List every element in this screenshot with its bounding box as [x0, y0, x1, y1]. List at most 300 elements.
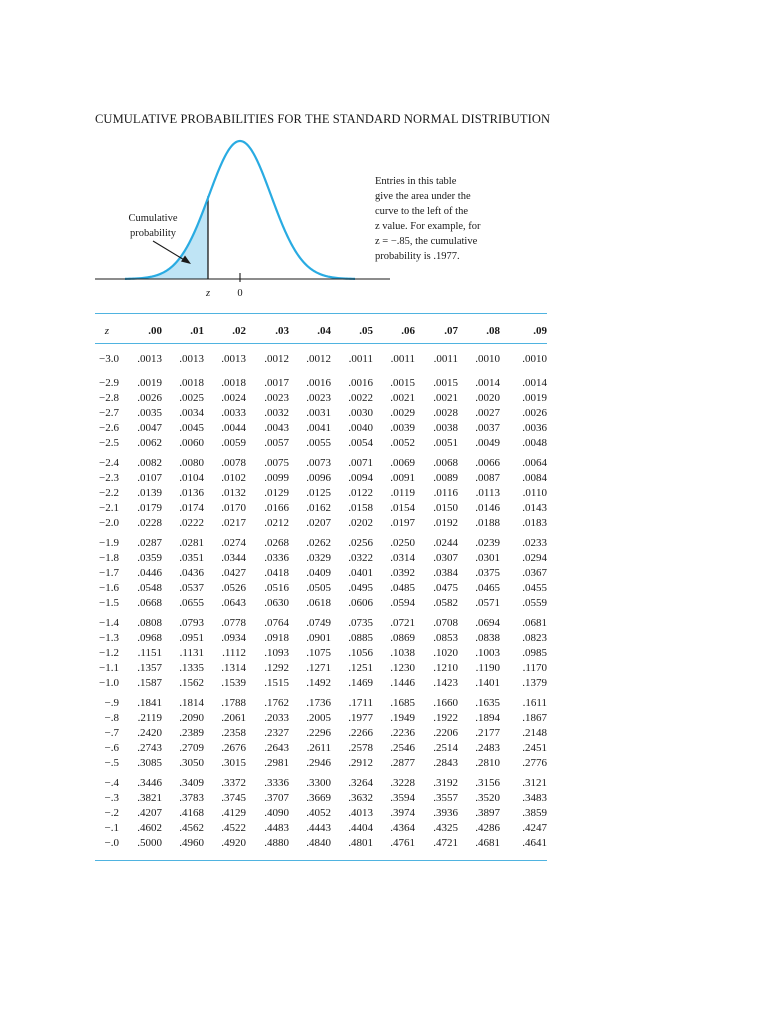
probability-cell: .0606 — [348, 597, 373, 609]
probability-cell: .0735 — [348, 617, 373, 629]
probability-cell: .0059 — [221, 437, 246, 449]
probability-cell: .2514 — [433, 742, 458, 754]
probability-cell: .0162 — [306, 502, 331, 514]
table-row — [95, 757, 547, 771]
probability-cell: .0934 — [221, 632, 246, 644]
probability-cell: .0087 — [475, 472, 500, 484]
probability-cell: .0475 — [433, 582, 458, 594]
probability-cell: .0030 — [348, 407, 373, 419]
z-value-cell: −.3 — [104, 792, 119, 804]
probability-cell: .2005 — [306, 712, 331, 724]
probability-cell: .0197 — [390, 517, 415, 529]
probability-cell: .0082 — [137, 457, 162, 469]
probability-cell: .0307 — [433, 552, 458, 564]
probability-cell: .1314 — [221, 662, 246, 674]
probability-cell: .0808 — [137, 617, 162, 629]
probability-cell: .0026 — [137, 392, 162, 404]
probability-cell: .0262 — [306, 537, 331, 549]
probability-cell: .0526 — [221, 582, 246, 594]
probability-cell: .0119 — [390, 487, 415, 499]
page-title: CUMULATIVE PROBABILITIES FOR THE STANDARD NORMAL DISTRIBUTION — [95, 112, 551, 126]
probability-cell: .0455 — [522, 582, 547, 594]
probability-cell: .0048 — [522, 437, 547, 449]
probability-cell: .0078 — [221, 457, 246, 469]
probability-cell: .0107 — [137, 472, 162, 484]
probability-cell: .0066 — [475, 457, 500, 469]
probability-cell: .0010 — [522, 353, 547, 365]
probability-cell: .0537 — [179, 582, 204, 594]
note-line: z = −.85, the cumulative — [375, 236, 478, 247]
probability-cell: .2119 — [137, 712, 162, 724]
probability-cell: .0043 — [264, 422, 289, 434]
probability-cell: .0694 — [475, 617, 500, 629]
probability-cell: .0060 — [179, 437, 204, 449]
probability-cell: .0885 — [348, 632, 373, 644]
probability-cell: .1038 — [390, 647, 415, 659]
probability-cell: .0015 — [390, 377, 415, 389]
probability-cell: .0113 — [475, 487, 500, 499]
probability-cell: .0179 — [137, 502, 162, 514]
probability-cell: .0031 — [306, 407, 331, 419]
table-row — [95, 502, 547, 516]
probability-cell: .0188 — [475, 517, 500, 529]
table-row — [95, 407, 547, 421]
table-row — [95, 617, 547, 631]
probability-cell: .0207 — [306, 517, 331, 529]
probability-cell: .0110 — [522, 487, 547, 499]
probability-cell: .0582 — [433, 597, 458, 609]
probability-cell: .2643 — [264, 742, 289, 754]
probability-cell: .3300 — [306, 777, 331, 789]
table-row — [95, 567, 547, 581]
probability-cell: .2033 — [264, 712, 289, 724]
probability-cell: .0011 — [348, 353, 373, 365]
probability-cell: .0281 — [179, 537, 204, 549]
probability-cell: .0202 — [348, 517, 373, 529]
probability-cell: .1660 — [433, 697, 458, 709]
z-value-cell: −.8 — [104, 712, 119, 724]
z-value-cell: −1.4 — [99, 617, 119, 629]
z-value-cell: −2.2 — [99, 487, 119, 499]
bell-curve — [125, 141, 355, 279]
probability-cell: .4404 — [348, 822, 373, 834]
probability-cell: .1922 — [433, 712, 458, 724]
z-value-cell: −.9 — [104, 697, 119, 709]
table-row — [95, 457, 547, 471]
probability-cell: .0021 — [433, 392, 458, 404]
table-row — [95, 727, 547, 741]
z-value-cell: −2.1 — [99, 502, 119, 514]
probability-cell: .0019 — [137, 377, 162, 389]
probability-cell: .0217 — [221, 517, 246, 529]
probability-cell: .0630 — [264, 597, 289, 609]
probability-cell: .0011 — [433, 353, 458, 365]
table-row — [95, 792, 547, 806]
probability-cell: .1814 — [179, 697, 204, 709]
probability-cell: .3520 — [475, 792, 500, 804]
note-line: probability is .1977. — [375, 251, 460, 262]
probability-cell: .0011 — [390, 353, 415, 365]
probability-cell: .0029 — [390, 407, 415, 419]
probability-cell: .0019 — [522, 392, 547, 404]
probability-cell: .3372 — [221, 777, 246, 789]
z-value-cell: −1.3 — [99, 632, 119, 644]
probability-cell: .1020 — [433, 647, 458, 659]
z-value-cell: −.6 — [104, 742, 119, 754]
probability-cell: .1131 — [179, 647, 204, 659]
probability-cell: .4880 — [264, 837, 289, 849]
probability-cell: .0032 — [264, 407, 289, 419]
z-value-cell: −2.7 — [99, 407, 119, 419]
probability-cell: .0071 — [348, 457, 373, 469]
probability-cell: .3409 — [179, 777, 204, 789]
table-row — [95, 777, 547, 791]
probability-cell: .0228 — [137, 517, 162, 529]
z-value-cell: −1.6 — [99, 582, 119, 594]
probability-cell: .0013 — [179, 353, 204, 365]
z-value-cell: −1.2 — [99, 647, 119, 659]
probability-cell: .1230 — [390, 662, 415, 674]
probability-cell: .0274 — [221, 537, 246, 549]
probability-cell: .3783 — [179, 792, 204, 804]
probability-cell: .2061 — [221, 712, 246, 724]
probability-cell: .0146 — [475, 502, 500, 514]
probability-cell: .0073 — [306, 457, 331, 469]
probability-cell: .1401 — [475, 677, 500, 689]
probability-cell: .1379 — [522, 677, 547, 689]
probability-cell: .0049 — [475, 437, 500, 449]
z-value-cell: −1.9 — [99, 537, 119, 549]
probability-cell: .0681 — [522, 617, 547, 629]
probability-cell: .2676 — [221, 742, 246, 754]
table-row — [95, 677, 547, 691]
table-row — [95, 807, 547, 821]
probability-cell: .0143 — [522, 502, 547, 514]
z-value-cell: −1.1 — [99, 662, 119, 674]
probability-cell: .1788 — [221, 697, 246, 709]
probability-cell: .4840 — [306, 837, 331, 849]
probability-cell: .1056 — [348, 647, 373, 659]
probability-cell: .1093 — [264, 647, 289, 659]
probability-cell: .3483 — [522, 792, 547, 804]
table-row — [95, 437, 547, 451]
probability-cell: .0869 — [390, 632, 415, 644]
z-column-header: z — [104, 325, 109, 337]
probability-cell: .0853 — [433, 632, 458, 644]
probability-cell: .3228 — [390, 777, 415, 789]
probability-cell: .3669 — [306, 792, 331, 804]
probability-cell: .2420 — [137, 727, 162, 739]
probability-cell: .1492 — [306, 677, 331, 689]
table-header-rule — [95, 343, 547, 344]
table-row — [95, 697, 547, 711]
probability-cell: .4681 — [475, 837, 500, 849]
probability-cell: .0122 — [348, 487, 373, 499]
probability-cell: .0154 — [390, 502, 415, 514]
probability-cell: .0301 — [475, 552, 500, 564]
probability-cell: .0055 — [306, 437, 331, 449]
probability-cell: .1271 — [306, 662, 331, 674]
probability-cell: .0012 — [306, 353, 331, 365]
probability-cell: .0409 — [306, 567, 331, 579]
probability-cell: .1151 — [137, 647, 162, 659]
probability-cell: .1685 — [390, 697, 415, 709]
probability-cell: .4325 — [433, 822, 458, 834]
probability-cell: .4247 — [522, 822, 547, 834]
probability-cell: .4960 — [179, 837, 204, 849]
cumulative-label-line-1: Cumulative — [128, 213, 178, 224]
probability-cell: .0485 — [390, 582, 415, 594]
probability-cell: .1003 — [475, 647, 500, 659]
probability-cell: .3974 — [390, 807, 415, 819]
probability-cell: .0778 — [221, 617, 246, 629]
column-header: .03 — [275, 325, 289, 337]
probability-cell: .3594 — [390, 792, 415, 804]
probability-cell: .0025 — [179, 392, 204, 404]
probability-cell: .0027 — [475, 407, 500, 419]
z-value-cell: −.5 — [104, 757, 119, 769]
probability-cell: .3156 — [475, 777, 500, 789]
probability-cell: .3707 — [264, 792, 289, 804]
probability-cell: .1762 — [264, 697, 289, 709]
probability-cell: .0158 — [348, 502, 373, 514]
probability-cell: .1446 — [390, 677, 415, 689]
probability-cell: .1841 — [137, 697, 162, 709]
probability-cell: .2981 — [264, 757, 289, 769]
probability-cell: .0418 — [264, 567, 289, 579]
probability-cell: .1292 — [264, 662, 289, 674]
probability-cell: .0033 — [221, 407, 246, 419]
probability-cell: .0062 — [137, 437, 162, 449]
probability-cell: .4364 — [390, 822, 415, 834]
probability-cell: .0336 — [264, 552, 289, 564]
probability-cell: .0013 — [137, 353, 162, 365]
probability-cell: .1539 — [221, 677, 246, 689]
probability-cell: .3446 — [137, 777, 162, 789]
probability-cell: .0026 — [522, 407, 547, 419]
table-row — [95, 822, 547, 836]
probability-cell: .2296 — [306, 727, 331, 739]
table-row — [95, 582, 547, 596]
column-header: .06 — [401, 325, 415, 337]
probability-cell: .0516 — [264, 582, 289, 594]
probability-cell: .3745 — [221, 792, 246, 804]
probability-cell: .0793 — [179, 617, 204, 629]
probability-cell: .0091 — [390, 472, 415, 484]
probability-cell: .2389 — [179, 727, 204, 739]
column-header: .09 — [533, 325, 547, 337]
probability-cell: .4761 — [390, 837, 415, 849]
probability-cell: .3192 — [433, 777, 458, 789]
table-top-rule — [95, 313, 547, 314]
probability-cell: .4721 — [433, 837, 458, 849]
probability-cell: .0023 — [264, 392, 289, 404]
probability-cell: .0708 — [433, 617, 458, 629]
probability-cell: .0018 — [221, 377, 246, 389]
probability-cell: .0951 — [179, 632, 204, 644]
probability-cell: .0068 — [433, 457, 458, 469]
probability-cell: .2358 — [221, 727, 246, 739]
zero-axis-label: 0 — [237, 288, 243, 299]
probability-cell: .0080 — [179, 457, 204, 469]
probability-cell: .1736 — [306, 697, 331, 709]
probability-cell: .2578 — [348, 742, 373, 754]
probability-cell: .0037 — [475, 422, 500, 434]
probability-cell: .0024 — [221, 392, 246, 404]
probability-cell: .4052 — [306, 807, 331, 819]
table-row — [95, 537, 547, 551]
probability-cell: .0036 — [522, 422, 547, 434]
probability-cell: .1867 — [522, 712, 547, 724]
z-value-cell: −1.7 — [99, 567, 119, 579]
column-header: .05 — [359, 325, 373, 337]
column-header: .07 — [444, 325, 458, 337]
probability-cell: .4562 — [179, 822, 204, 834]
probability-cell: .1210 — [433, 662, 458, 674]
probability-cell: .1894 — [475, 712, 500, 724]
probability-cell: .0668 — [137, 597, 162, 609]
probability-cell: .2236 — [390, 727, 415, 739]
probability-cell: .0013 — [221, 353, 246, 365]
probability-cell: .0132 — [221, 487, 246, 499]
probability-cell: .1251 — [348, 662, 373, 674]
probability-cell: .4207 — [137, 807, 162, 819]
probability-cell: .2877 — [390, 757, 415, 769]
probability-cell: .3632 — [348, 792, 373, 804]
probability-cell: .0020 — [475, 392, 500, 404]
probability-cell: .2843 — [433, 757, 458, 769]
probability-cell: .0104 — [179, 472, 204, 484]
z-axis-label: z — [205, 288, 211, 299]
probability-cell: .4168 — [179, 807, 204, 819]
table-row — [95, 597, 547, 611]
probability-cell: .0918 — [264, 632, 289, 644]
probability-cell: .0436 — [179, 567, 204, 579]
probability-cell: .0018 — [179, 377, 204, 389]
probability-cell: .0047 — [137, 422, 162, 434]
probability-cell: .5000 — [137, 837, 162, 849]
probability-cell: .0183 — [522, 517, 547, 529]
probability-cell: .2206 — [433, 727, 458, 739]
probability-cell: .0035 — [137, 407, 162, 419]
z-value-cell: −.4 — [104, 777, 119, 789]
probability-cell: .0102 — [221, 472, 246, 484]
table-row — [95, 517, 547, 531]
z-value-cell: −.1 — [104, 822, 119, 834]
z-value-cell: −2.0 — [99, 517, 119, 529]
table-row — [95, 472, 547, 486]
table-header-row — [95, 325, 547, 339]
table-row — [95, 742, 547, 756]
probability-cell: .0129 — [264, 487, 289, 499]
probability-cell: .0054 — [348, 437, 373, 449]
probability-cell: .1611 — [522, 697, 547, 709]
note-line: z value. For example, for — [375, 221, 481, 232]
probability-cell: .2327 — [264, 727, 289, 739]
probability-cell: .1635 — [475, 697, 500, 709]
probability-cell: .1075 — [306, 647, 331, 659]
probability-cell: .0023 — [306, 392, 331, 404]
probability-cell: .0099 — [264, 472, 289, 484]
probability-cell: .0359 — [137, 552, 162, 564]
column-header: .01 — [190, 325, 204, 337]
probability-cell: .3821 — [137, 792, 162, 804]
probability-cell: .0495 — [348, 582, 373, 594]
probability-cell: .1335 — [179, 662, 204, 674]
probability-cell: .2810 — [475, 757, 500, 769]
probability-cell: .0052 — [390, 437, 415, 449]
probability-cell: .0212 — [264, 517, 289, 529]
probability-cell: .0045 — [179, 422, 204, 434]
probability-cell: .4522 — [221, 822, 246, 834]
probability-cell: .0021 — [390, 392, 415, 404]
probability-cell: .3859 — [522, 807, 547, 819]
probability-cell: .4920 — [221, 837, 246, 849]
probability-cell: .2177 — [475, 727, 500, 739]
probability-cell: .3085 — [137, 757, 162, 769]
probability-cell: .0016 — [348, 377, 373, 389]
z-value-cell: −2.6 — [99, 422, 119, 434]
probability-cell: .0014 — [475, 377, 500, 389]
probability-cell: .0139 — [137, 487, 162, 499]
note-line: give the area under the — [375, 191, 471, 202]
table-row — [95, 377, 547, 391]
probability-cell: .0075 — [264, 457, 289, 469]
note-line: curve to the left of the — [375, 206, 469, 217]
probability-cell: .4801 — [348, 837, 373, 849]
probability-cell: .0838 — [475, 632, 500, 644]
probability-cell: .4129 — [221, 807, 246, 819]
probability-cell: .0375 — [475, 567, 500, 579]
table-row — [95, 422, 547, 436]
probability-cell: .0655 — [179, 597, 204, 609]
explanation-note — [375, 174, 515, 264]
probability-cell: .0051 — [433, 437, 458, 449]
cumulative-label-line-2: probability — [129, 228, 177, 239]
probability-cell: .0446 — [137, 567, 162, 579]
table-row — [95, 712, 547, 726]
probability-cell: .0038 — [433, 422, 458, 434]
probability-cell: .0094 — [348, 472, 373, 484]
probability-cell: .0012 — [264, 353, 289, 365]
z-value-cell: −2.8 — [99, 392, 119, 404]
probability-cell: .1469 — [348, 677, 373, 689]
probability-cell: .0244 — [433, 537, 458, 549]
pointer-arrow — [153, 241, 186, 261]
probability-cell: .0764 — [264, 617, 289, 629]
probability-cell: .2451 — [522, 742, 547, 754]
probability-cell: .4013 — [348, 807, 373, 819]
table-row — [95, 647, 547, 661]
probability-cell: .1423 — [433, 677, 458, 689]
probability-cell: .1170 — [522, 662, 547, 674]
probability-cell: .0322 — [348, 552, 373, 564]
probability-cell: .0294 — [522, 552, 547, 564]
probability-cell: .0571 — [475, 597, 500, 609]
probability-cell: .3121 — [522, 777, 547, 789]
probability-cell: .2266 — [348, 727, 373, 739]
probability-cell: .2546 — [390, 742, 415, 754]
probability-cell: .1587 — [137, 677, 162, 689]
table-row — [95, 487, 547, 501]
probability-cell: .2743 — [137, 742, 162, 754]
probability-cell: .0069 — [390, 457, 415, 469]
probability-cell: .1711 — [348, 697, 373, 709]
probability-cell: .0150 — [433, 502, 458, 514]
probability-cell: .0594 — [390, 597, 415, 609]
probability-cell: .0384 — [433, 567, 458, 579]
probability-cell: .0016 — [306, 377, 331, 389]
